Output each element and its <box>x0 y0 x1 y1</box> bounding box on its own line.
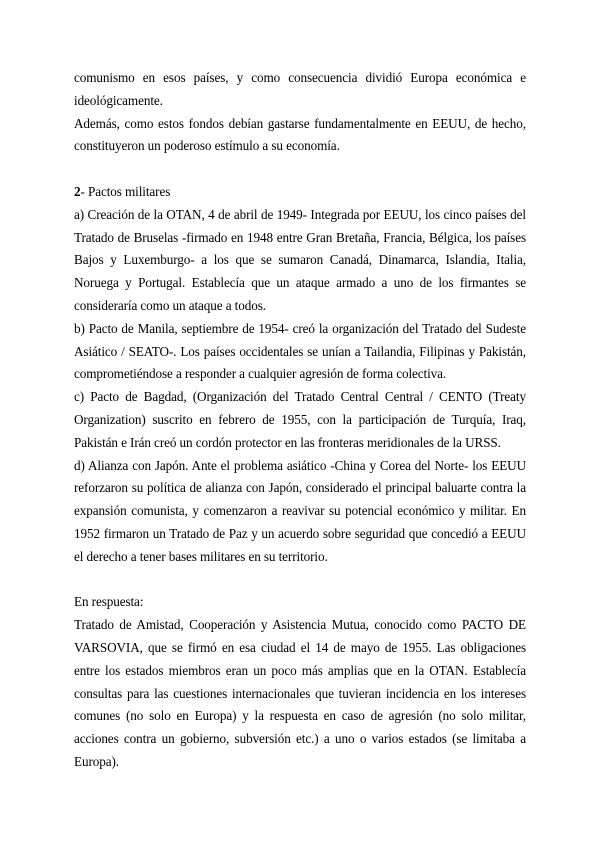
paragraph-pacto-bagdad: c) Pacto de Bagdad, (Organización del Tratado Central Central / CENTO (Treaty Organization) suscrito en febrero de 1955, con la participación de Turquía, Iraq, Pakistán e Irán creó un cordón protector en las fronteras meridionales de la URSS. <box>74 389 526 450</box>
spacer <box>74 158 526 181</box>
paragraph-pacto-manila: b) Pacto de Manila, septiembre de 1954- creó la organización del Tratado del Sudeste Asiático / SEATO-. Los países occidentales se unían a Tailandia, Filipinas y Pakistán, comprometiéndose a responder a cualquier agresión de forma colectiva. <box>74 320 526 382</box>
section-number: 2 <box>74 183 81 199</box>
document-page <box>74 67 526 774</box>
section-title: - Pactos militares <box>80 183 171 199</box>
paragraph-alianza-japon: d) Alianza con Japón. Ante el problema asiático -China y Corea del Norte- los EEUU reforzaron su política de alianza con Japón, considerado el principal baluarte contra la expansión comunista, y comenzaron a reavivar su potencial económico y militar. En 1952 firmaron un Tratado de Paz y un acuerdo sobre seguridad que concedió a EEUU el derecho a tener bases militares en su territorio. <box>74 457 526 564</box>
paragraph-en-respuesta: En respuesta: <box>74 594 144 610</box>
paragraph-fondos-eeuu: Además, como estos fondos debían gastarse fundamentalmente en EEUU, de hecho, constituyeron un poderoso estímulo a su economía. <box>74 115 526 154</box>
paragraph-otan: a) Creación de la OTAN, 4 de abril de 1949- Integrada por EEUU, los cinco países del Tratado de Bruselas -firmado en 1948 entre Gran Bretaña, Francia, Bélgica, los países Bajos y Luxemburgo- a los que se sumaron Canadá, Dinamarca, Islandia, Italia, Noruega y Portugal. Establecía que un ataque armado a uno de los firmantes se consideraría como un ataque a todos. <box>74 206 526 313</box>
paragraph-comunismo: comunismo en esos países, y como consecuencia dividió Europa económica e ideológicamente. <box>74 70 526 108</box>
spacer <box>74 569 526 592</box>
section-heading-pactos-militares <box>74 181 526 204</box>
paragraph-pacto-varsovia: Tratado de Amistad, Cooperación y Asistencia Mutua, conocido como PACTO DE VARSOVIA, que se firmó en esa ciudad el 14 de mayo de 1955. Las obligaciones entre los estados miembros eran un poco más amplias que en la OTAN. Establecía consultas para las cuestiones internacionales que tuvieran incidencia en los intereses comunes (no solo en Europa) y la respuesta en caso de agresión (no solo militar, acciones contra un gobierno, subversión etc.) a uno o varios estados (se limitaba a Europa). <box>74 617 526 769</box>
